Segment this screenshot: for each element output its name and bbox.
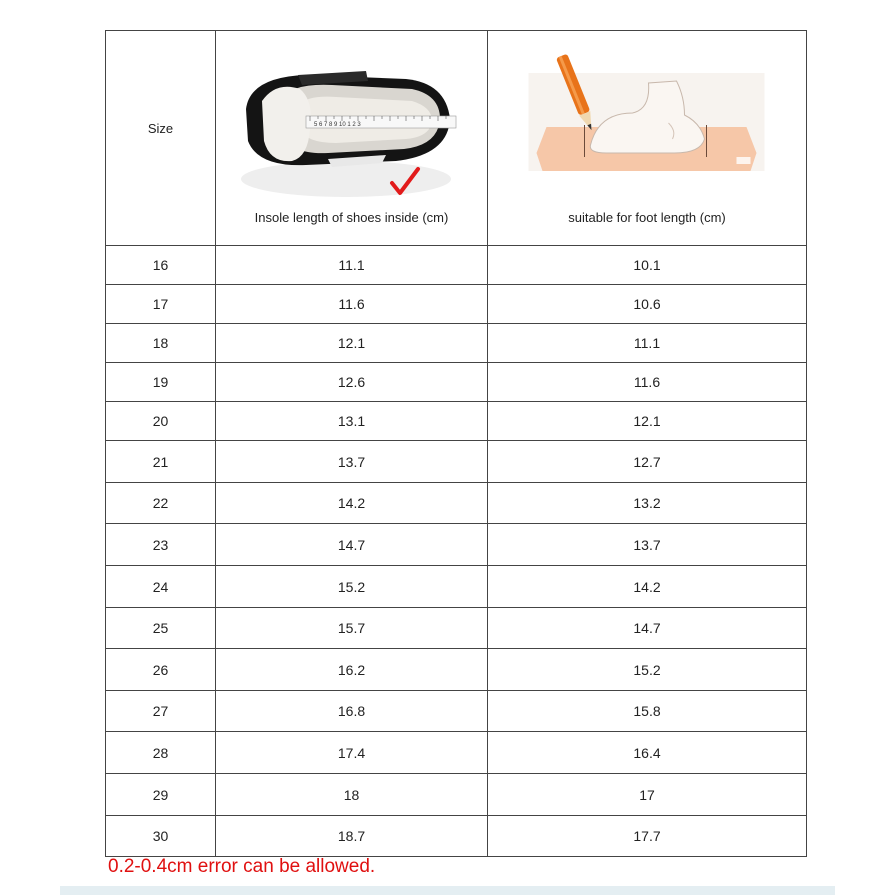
table-row (106, 483, 807, 524)
insole-length-cell: 14.7 (216, 524, 488, 566)
table-row (106, 649, 807, 691)
insole-header-label: Insole length of shoes inside (cm) (254, 210, 449, 225)
size-header-label: Size (147, 121, 174, 136)
foot-length-cell: 15.8 (488, 691, 807, 732)
table-row (106, 732, 807, 774)
foot-length-cell: 17 (488, 774, 807, 816)
insole-length-cell: 12.6 (216, 363, 488, 402)
size-chart-table (105, 30, 807, 857)
size-cell: 21 (106, 441, 216, 483)
tolerance-note: 0.2-0.4cm error can be allowed. (108, 856, 376, 877)
insole-length-cell: 18.7 (216, 816, 488, 857)
size-cell: 23 (106, 524, 216, 566)
foot-length-cell: 10.1 (488, 246, 807, 285)
size-cell: 30 (106, 816, 216, 857)
insole-length-cell: 18 (216, 774, 488, 816)
foot-length-cell: 11.1 (488, 324, 807, 363)
table-row (106, 285, 807, 324)
table-row (106, 566, 807, 608)
foot-measure-image (525, 53, 770, 173)
size-cell: 18 (106, 324, 216, 363)
table-row (106, 402, 807, 441)
bottom-strip (60, 886, 835, 895)
foot-length-cell: 14.7 (488, 608, 807, 649)
size-cell: 17 (106, 285, 216, 324)
insole-length-cell: 12.1 (216, 324, 488, 363)
table-row (106, 691, 807, 732)
size-cell: 25 (106, 608, 216, 649)
foot-header-cell (488, 31, 807, 246)
foot-length-cell: 13.7 (488, 524, 807, 566)
size-cell: 26 (106, 649, 216, 691)
foot-length-cell: 11.6 (488, 363, 807, 402)
foot-header-label: suitable for foot length (cm) (568, 210, 726, 225)
insole-length-cell: 11.1 (216, 246, 488, 285)
size-cell: 28 (106, 732, 216, 774)
shoe-insole-ruler-image (236, 69, 468, 204)
header-row (106, 31, 807, 246)
size-cell: 24 (106, 566, 216, 608)
size-cell: 20 (106, 402, 216, 441)
insole-length-cell: 15.2 (216, 566, 488, 608)
size-cell: 22 (106, 483, 216, 524)
table-row (106, 608, 807, 649)
foot-length-cell: 15.2 (488, 649, 807, 691)
insole-length-cell: 16.2 (216, 649, 488, 691)
table-row (106, 441, 807, 483)
foot-length-cell: 17.7 (488, 816, 807, 857)
foot-length-cell: 12.7 (488, 441, 807, 483)
size-cell: 19 (106, 363, 216, 402)
foot-length-cell: 16.4 (488, 732, 807, 774)
table-row (106, 363, 807, 402)
table-row (106, 774, 807, 816)
insole-header-cell (216, 31, 488, 246)
insole-length-cell: 15.7 (216, 608, 488, 649)
insole-length-cell: 17.4 (216, 732, 488, 774)
foot-length-cell: 12.1 (488, 402, 807, 441)
size-chart-body (106, 31, 807, 857)
table-row (106, 816, 807, 857)
insole-length-cell: 16.8 (216, 691, 488, 732)
foot-length-cell: 14.2 (488, 566, 807, 608)
foot-length-cell: 10.6 (488, 285, 807, 324)
insole-length-cell: 14.2 (216, 483, 488, 524)
table-row (106, 246, 807, 285)
size-cell: 29 (106, 774, 216, 816)
size-header-cell (106, 31, 216, 246)
ruler-numbers: 5 6 7 8 9 10 1 2 3 (313, 122, 361, 128)
size-cell: 16 (106, 246, 216, 285)
foot-length-cell: 13.2 (488, 483, 807, 524)
insole-length-cell: 13.1 (216, 402, 488, 441)
table-row (106, 324, 807, 363)
insole-length-cell: 11.6 (216, 285, 488, 324)
table-row (106, 524, 807, 566)
size-cell: 27 (106, 691, 216, 732)
insole-length-cell: 13.7 (216, 441, 488, 483)
